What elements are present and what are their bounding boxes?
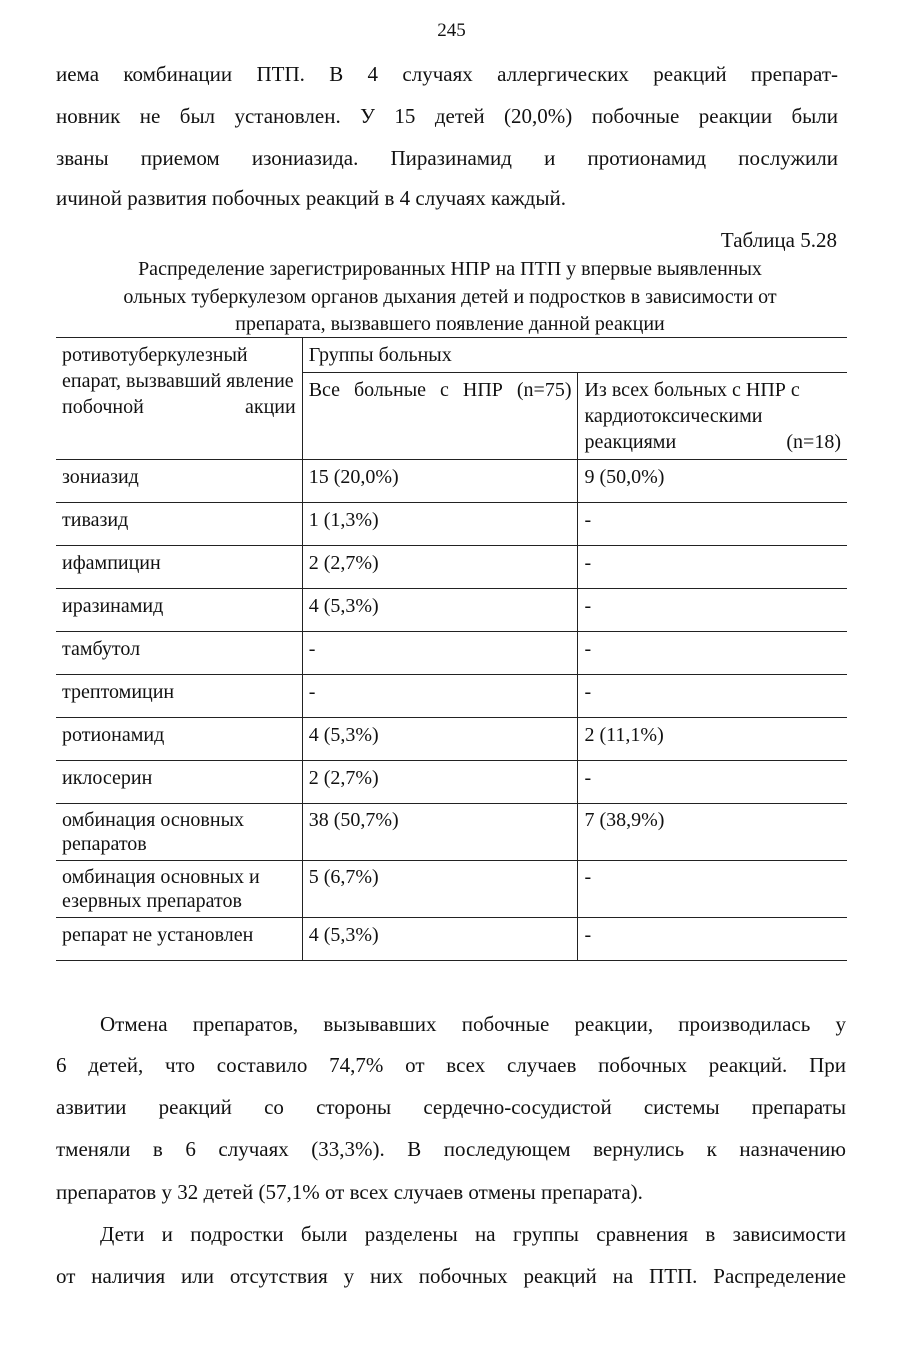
table-title-line: ольных туберкулезом органов дыхания детей и подростков в зависимости от [123, 286, 777, 308]
table-row [56, 632, 847, 675]
page-number: 245 [437, 20, 466, 41]
cell-cardio: 9 (50,0%) [578, 460, 847, 503]
table-row [56, 804, 847, 861]
cell-drug: иразинамид [56, 589, 302, 632]
cell-all: 1 (1,3%) [302, 503, 578, 546]
cell-all: 2 (2,7%) [302, 761, 578, 804]
table-row [56, 503, 847, 546]
paragraph-line: препаратов у 32 детей (57,1% от всех случаев отмены препарата). [56, 1180, 643, 1204]
cell-all: 4 (5,3%) [302, 918, 578, 961]
cell-cardio: 2 (11,1%) [578, 718, 847, 761]
cell-cardio: 7 (38,9%) [578, 804, 847, 861]
cell-drug: ифампицин [56, 546, 302, 589]
table-number: Таблица 5.28 [720, 228, 837, 252]
cell-cardio: - [578, 761, 847, 804]
table-row [56, 918, 847, 961]
cell-drug: омбинация основных и езервных препаратов [56, 861, 302, 918]
cell-drug: тамбутол [56, 632, 302, 675]
table-row [56, 761, 847, 804]
table-row [56, 675, 847, 718]
cell-all: 38 (50,7%) [302, 804, 578, 861]
cell-drug: иклосерин [56, 761, 302, 804]
cell-all: 4 (5,3%) [302, 718, 578, 761]
table-row [56, 718, 847, 761]
header-drug: ротивотуберкулезный епарат, вызвавший явление побочной акции [56, 338, 302, 460]
cell-drug: омбинация основных репаратов [56, 804, 302, 861]
cell-all: 15 (20,0%) [302, 460, 578, 503]
cell-drug: трептомицин [56, 675, 302, 718]
cell-all: - [302, 675, 578, 718]
header-cardio-patients: Из всех больных с НПР с кардиотоксическими реакциями (n=18) [578, 373, 847, 460]
paragraph-line: званы приемом изониазида. Пиразинамид и протионамид послужили [56, 146, 838, 170]
cell-cardio: - [578, 861, 847, 918]
paragraph-line: иема комбинации ПТП. В 4 случаях аллергических реакций препарат- [56, 62, 838, 86]
cell-drug: зониазид [56, 460, 302, 503]
table-row [56, 460, 847, 503]
paragraph-line: ичиной развития побочных реакций в 4 случаях каждый. [56, 186, 566, 210]
cell-all: 5 (6,7%) [302, 861, 578, 918]
cell-cardio: - [578, 503, 847, 546]
cell-cardio: - [578, 675, 847, 718]
table-row [56, 861, 847, 918]
paragraph-line: Отмена препаратов, вызывавших побочные реакции, производилась у [100, 1012, 846, 1036]
cell-cardio: - [578, 546, 847, 589]
paragraph-line: 6 детей, что составило 74,7% от всех случаев побочных реакций. При [56, 1053, 846, 1077]
table-title-line: препарата, вызвавшего появление данной реакции [235, 313, 665, 335]
cell-drug: тивазид [56, 503, 302, 546]
header-groups: Группы больных [302, 338, 847, 373]
table-row [56, 546, 847, 589]
cell-drug: репарат не установлен [56, 918, 302, 961]
paragraph-line: тменяли в 6 случаях (33,3%). В последующем вернулись к назначению [56, 1137, 846, 1161]
paragraph-line: от наличия или отсутствия у них побочных реакций на ПТП. Распределение [56, 1264, 846, 1288]
header-all-patients: Все больные с НПР (n=75) [302, 373, 578, 460]
cell-cardio: - [578, 589, 847, 632]
cell-cardio: - [578, 632, 847, 675]
table-header-row [56, 338, 847, 373]
table-title-line: Распределение зарегистрированных НПР на ПТП у впервые выявленных [138, 258, 762, 280]
table-row [56, 589, 847, 632]
paragraph-line: новник не был установлен. У 15 детей (20,0%) побочные реакции были [56, 104, 838, 128]
cell-cardio: - [578, 918, 847, 961]
cell-all: 2 (2,7%) [302, 546, 578, 589]
cell-drug: ротионамид [56, 718, 302, 761]
paragraph-line: Дети и подростки были разделены на группы сравнения в зависимости [100, 1222, 846, 1246]
cell-all: 4 (5,3%) [302, 589, 578, 632]
cell-all: - [302, 632, 578, 675]
data-table [56, 337, 847, 961]
paragraph-line: азвитии реакций со стороны сердечно-сосудистой системы препараты [56, 1095, 846, 1119]
